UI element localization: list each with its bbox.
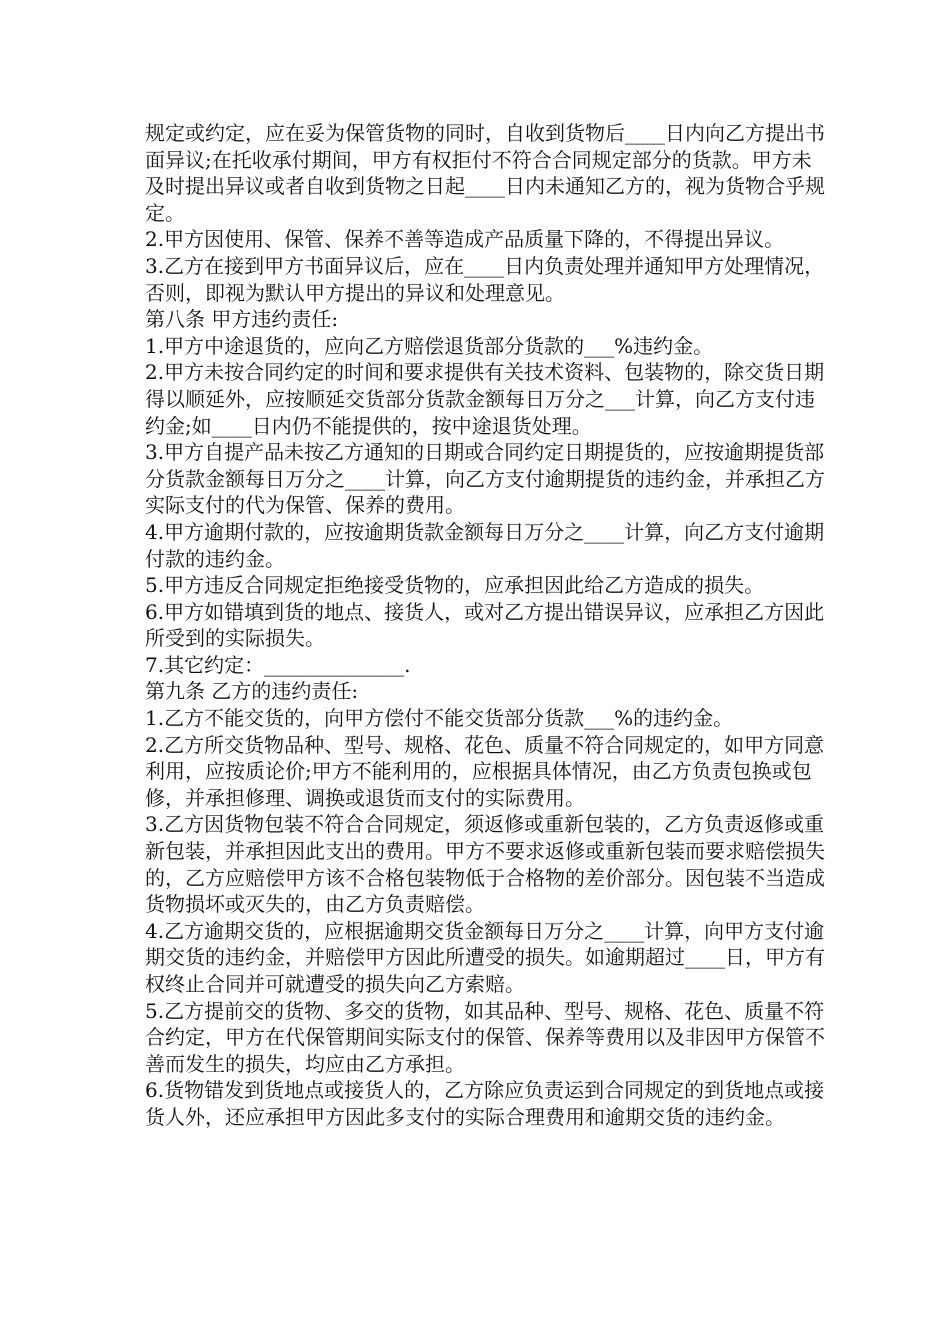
paragraph-art9-item-5: 5.乙方提前交的货物、多交的货物，如其品种、型号、规格、花色、质量不符合约定，甲方在代保管期间实际支付的保管、保养等费用以及非因甲方保管不善而发生的损失，均应由乙方承担。: [145, 998, 825, 1076]
paragraph-art9-item-2: 2.乙方所交货物品种、型号、规格、花色、质量不符合同规定的，如甲方同意利用，应按质论价;甲方不能利用的，应根据具体情况，由乙方负责包换或包修，并承担修理、调换或退货而支付的实际费用。: [145, 732, 825, 810]
paragraph-art8-item-2: 2.甲方未按合同约定的时间和要求提供有关技术资料、包装物的，除交货日期得以顺延外，应按顺延交货部分货款金额每日万分之___计算，向乙方支付违约金;如____日内仍不能提供的，按中途退货处理。: [145, 360, 825, 438]
paragraph-art8-item-7: 7.其它约定：______________.: [145, 652, 411, 677]
document-body: [145, 120, 825, 1131]
section-heading-article-8: 第八条 甲方违约责任:: [145, 307, 339, 332]
paragraph-art9-item-3: 3.乙方因货物包装不符合合同规定，须返修或重新包装的，乙方负责返修或重新包装，并承担因此支出的费用。甲方不要求返修或重新包装而要求赔偿损失的，乙方应赔偿甲方该不合格包装物低于合格物的差价部分。因包装不当造成货物损坏或灭失的，由乙方负责赔偿。: [145, 812, 825, 917]
paragraph-art9-item-6: 6.货物错发到货地点或接货人的，乙方除应负责运到合同规定的到货地点或接货人外，还应承担甲方因此多支付的实际合理费用和逾期交货的违约金。: [145, 1078, 825, 1129]
section-heading-article-9: 第九条 乙方的违约责任:: [145, 679, 359, 704]
paragraph-art8-item-1: 1.甲方中途退货的，应向乙方赔偿退货部分货款的___%违约金。: [145, 333, 714, 358]
paragraph-clause-2: 2.甲方因使用、保管、保养不善等造成产品质量下降的，不得提出异议。: [145, 227, 785, 252]
paragraph-continuation-objection: 规定或约定，应在妥为保管货物的同时，自收到货物后____日内向乙方提出书面异议;在托收承付期间，甲方有权拒付不符合合同规定部分的货款。甲方未及时提出异议或者自收到货物之日起____日内未通知乙方的，视为货物合乎规定。: [145, 121, 825, 225]
paragraph-art8-item-5: 5.甲方违反合同规定拒绝接受货物的，应承担因此给乙方造成的损失。: [145, 573, 765, 598]
paragraph-clause-3: 3.乙方在接到甲方书面异议后，应在____日内负责处理并通知甲方处理情况，否则，即视为默认甲方提出的异议和处理意见。: [145, 253, 825, 305]
paragraph-art8-item-6: 6.甲方如错填到货的地点、接货人，或对乙方提出错误异议，应承担乙方因此所受到的实际损失。: [145, 599, 825, 651]
paragraph-art8-item-3: 3.甲方自提产品未按乙方通知的日期或合同约定日期提货的，应按逾期提货部分货款金额每日万分之____计算，向乙方支付逾期提货的违约金，并承担乙方实际支付的代为保管、保养的费用。: [145, 440, 825, 518]
paragraph-art8-item-4: 4.甲方逾期付款的，应按逾期货款金额每日万分之____计算，向乙方支付逾期付款的违约金。: [145, 519, 825, 571]
paragraph-art9-item-4: 4.乙方逾期交货的，应根据逾期交货金额每日万分之____计算，向甲方支付逾期交货的违约金，并赔偿甲方因此所遭受的损失。如逾期超过____日，甲方有权终止合同并可就遭受的损失向乙方索赔。: [145, 918, 825, 996]
paragraph-art9-item-1: 1.乙方不能交货的，向甲方偿付不能交货部分货款___%的违约金。: [145, 706, 734, 731]
